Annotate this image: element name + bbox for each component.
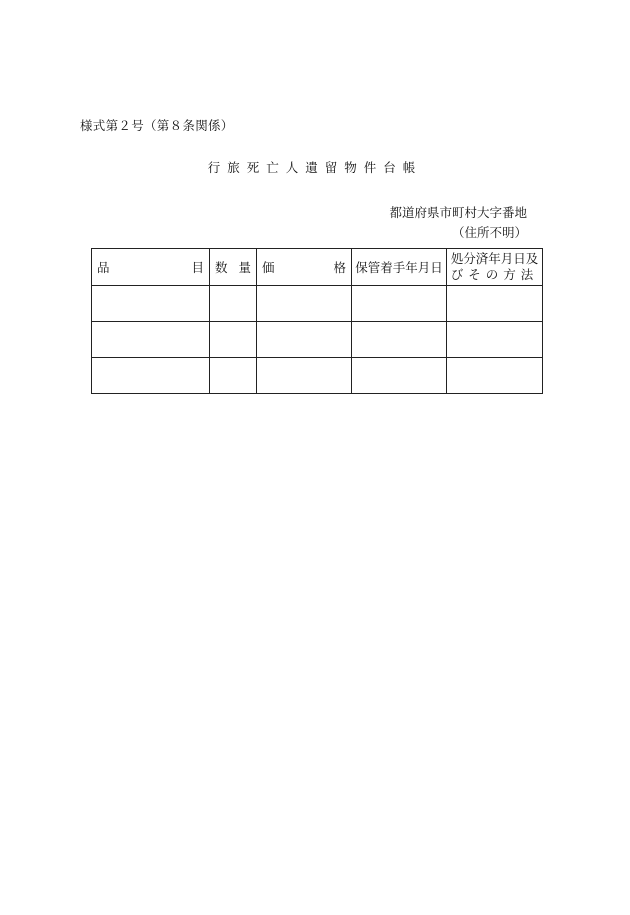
form-number-label: 様式第２号（第８条関係） [80,118,234,133]
table-cell[interactable] [447,322,543,358]
document-title: 行旅死亡人遺留物件台帳 [207,160,423,175]
header-item-left: 品 [97,260,110,275]
table-cell[interactable] [352,358,447,394]
table-cell[interactable] [210,286,257,322]
header-item-right: 目 [191,260,204,275]
table-cell[interactable] [92,358,210,394]
header-quantity-left: 数 [215,260,228,275]
table-cell[interactable] [352,286,447,322]
header-price [257,249,352,286]
address-note: （住所不明） [451,225,527,240]
header-disposal-line1: 処分済年月日及 [450,251,539,266]
address-line: 都道府県市町村大字番地 [389,205,527,220]
ledger-table [91,248,543,394]
header-disposal [447,249,543,286]
header-disposal-line2: びその方法 [450,267,539,282]
header-price-left: 価 [262,260,275,275]
table-cell[interactable] [447,358,543,394]
header-price-right: 格 [333,260,346,275]
header-quantity-right: 量 [238,260,251,275]
header-item [92,249,210,286]
table-cell[interactable] [92,322,210,358]
table-row [92,286,543,322]
table-cell[interactable] [92,286,210,322]
table-header-row [92,249,543,286]
header-quantity [210,249,257,286]
table-cell[interactable] [447,286,543,322]
table-cell[interactable] [210,358,257,394]
table-cell[interactable] [352,322,447,358]
table-cell[interactable] [257,322,352,358]
header-storage-date: 保管着手年月日 [352,249,447,286]
table-row [92,322,543,358]
table-cell[interactable] [257,358,352,394]
table-row [92,358,543,394]
table-cell[interactable] [210,322,257,358]
table-cell[interactable] [257,286,352,322]
